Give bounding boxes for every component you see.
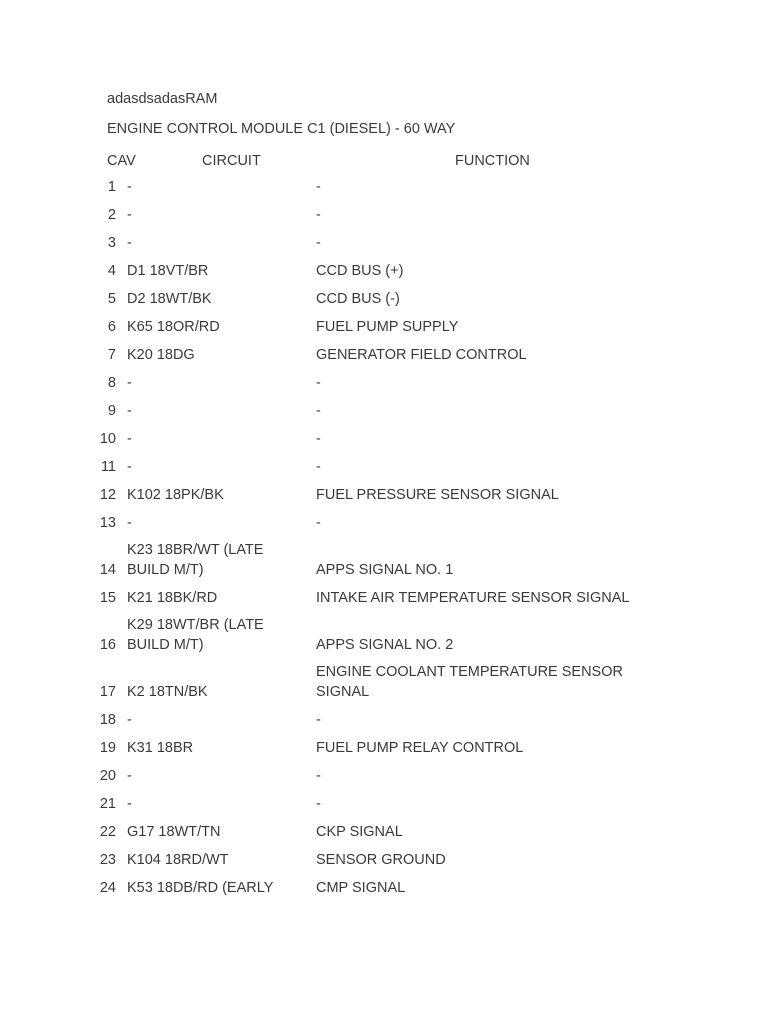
document-subtitle: ENGINE CONTROL MODULE C1 (DIESEL) - 60 WAY [107,121,456,137]
cav-cell: 17 [99,684,116,700]
circuit-cell: K2 18TN/BK [127,684,208,700]
circuit-cell: - [127,235,132,251]
function-cell: FUEL PUMP SUPPLY [316,319,459,335]
circuit-cell: - [127,768,132,784]
circuit-cell: D2 18WT/BK [127,291,212,307]
table-row [0,849,768,877]
circuit-cell: K53 18DB/RD (EARLY [127,880,274,896]
table-row [0,540,768,587]
function-cell: APPS SIGNAL NO. 1 [316,562,454,578]
function-cell: - [316,515,321,531]
cav-cell: 14 [99,562,116,578]
document-title: adasdsadasRAM [107,91,218,107]
circuit-cell: - [127,179,132,195]
table-row [0,662,768,709]
circuit-cell: - [127,375,132,391]
circuit-cell: K65 18OR/RD [127,319,220,335]
header-circuit: CIRCUIT [202,153,261,169]
function-cell: - [316,712,321,728]
cav-cell: 9 [107,403,116,419]
table-row [0,316,768,344]
cav-cell: 16 [99,637,116,653]
function-cell: - [316,796,321,812]
function-cell: CKP SIGNAL [316,824,403,840]
function-cell: - [316,403,321,419]
cav-cell: 7 [107,347,116,363]
cav-cell: 1 [107,179,116,195]
function-cell: - [316,768,321,784]
circuit-cell: K21 18BK/RD [127,590,218,606]
circuit-cell: K104 18RD/WT [127,852,229,868]
cav-cell: 20 [99,768,116,784]
table-header [0,153,768,173]
circuit-cell: K29 18WT/BR (LATE BUILD M/T) [127,617,264,653]
cav-cell: 5 [107,291,116,307]
function-cell: APPS SIGNAL NO. 2 [316,637,454,653]
circuit-cell: G17 18WT/TN [127,824,221,840]
table-row [0,456,768,484]
table-row [0,737,768,765]
function-cell: FUEL PRESSURE SENSOR SIGNAL [316,487,559,503]
circuit-cell: K20 18DG [127,347,195,363]
circuit-cell: D1 18VT/BR [127,263,209,279]
table-row [0,877,768,905]
table-row [0,428,768,456]
table-row [0,615,768,662]
circuit-cell: - [127,431,132,447]
circuit-cell: - [127,459,132,475]
circuit-cell: - [127,515,132,531]
function-cell: CCD BUS (-) [316,291,400,307]
circuit-cell: - [127,403,132,419]
table-row [0,176,768,204]
table-row [0,344,768,372]
table-row [0,288,768,316]
cav-cell: 18 [99,712,116,728]
table-row [0,793,768,821]
cav-cell: 2 [107,207,116,223]
pinout-table [0,176,768,905]
function-cell: CCD BUS (+) [316,263,404,279]
function-cell: GENERATOR FIELD CONTROL [316,347,527,363]
function-cell: - [316,235,321,251]
circuit-cell: K23 18BR/WT (LATE BUILD M/T) [127,542,264,578]
header-cav: CAV [107,153,136,169]
cav-cell: 6 [107,319,116,335]
cav-cell: 24 [99,880,116,896]
cav-cell: 12 [99,487,116,503]
cav-cell: 19 [99,740,116,756]
table-row [0,400,768,428]
function-cell: FUEL PUMP RELAY CONTROL [316,740,524,756]
cav-cell: 11 [100,459,116,475]
cav-cell: 4 [107,263,116,279]
function-cell: INTAKE AIR TEMPERATURE SENSOR SIGNAL [316,590,630,606]
table-row [0,484,768,512]
circuit-cell: - [127,796,132,812]
function-cell: CMP SIGNAL [316,880,406,896]
function-cell: - [316,431,321,447]
table-row [0,204,768,232]
circuit-cell: - [127,207,132,223]
table-row [0,260,768,288]
table-row [0,765,768,793]
cav-cell: 22 [99,824,116,840]
circuit-cell: K102 18PK/BK [127,487,224,503]
header-function: FUNCTION [455,153,530,169]
function-cell: SENSOR GROUND [316,852,446,868]
cav-cell: 21 [99,796,116,812]
function-cell: - [316,179,321,195]
cav-cell: 8 [107,375,116,391]
cav-cell: 3 [107,235,116,251]
table-row [0,232,768,260]
table-row [0,512,768,540]
cav-cell: 10 [99,431,116,447]
cav-cell: 15 [99,590,116,606]
circuit-cell: K31 18BR [127,740,194,756]
table-row [0,821,768,849]
cav-cell: 13 [99,515,116,531]
table-row [0,372,768,400]
function-cell: - [316,375,321,391]
table-row [0,587,768,615]
function-cell: - [316,207,321,223]
cav-cell: 23 [99,852,116,868]
function-cell: - [316,459,321,475]
function-cell: ENGINE COOLANT TEMPERATURE SENSOR SIGNAL [316,664,623,700]
table-row [0,709,768,737]
circuit-cell: - [127,712,132,728]
